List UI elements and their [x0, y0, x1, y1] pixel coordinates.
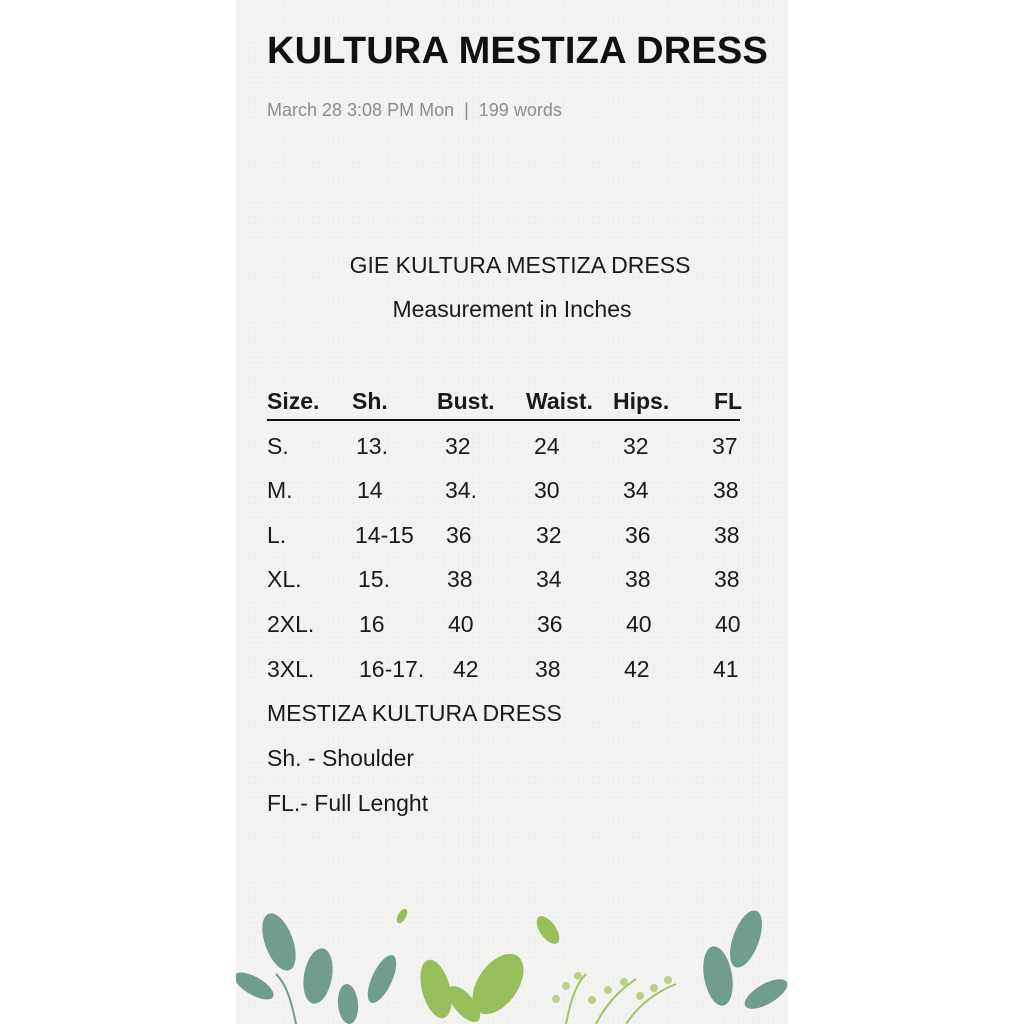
cell-size: 3XL.	[267, 655, 315, 682]
cell-bust: 36	[446, 521, 472, 548]
cell-hips: 36	[625, 521, 651, 548]
cell-shoulder: 15.	[358, 566, 390, 593]
cell-size: S.	[267, 432, 289, 459]
cell-full-length: 38	[714, 566, 740, 593]
cell-hips: 34	[623, 477, 649, 504]
cell-hips: 32	[623, 432, 649, 459]
product-heading: GIE KULTURA MESTIZA DRESS	[349, 252, 691, 278]
cell-shoulder: 16	[359, 610, 385, 637]
cell-size: 2XL.	[267, 610, 315, 637]
cell-shoulder: 14	[357, 477, 383, 504]
cell-waist: 30	[534, 477, 560, 504]
header-hips: Hips.	[613, 388, 670, 414]
cell-waist: 24	[534, 432, 560, 459]
cell-shoulder: 13.	[356, 432, 388, 459]
cell-size: L.	[267, 521, 287, 548]
cell-size: M.	[267, 477, 293, 504]
header-full-length: FL	[714, 388, 743, 414]
cell-size: XL.	[267, 566, 302, 593]
cell-waist: 36	[537, 610, 563, 637]
header-bust: Bust.	[437, 388, 495, 414]
note-title[interactable]: KULTURA MESTIZA DRESS	[267, 30, 769, 72]
cell-full-length: 40	[715, 610, 741, 637]
header-shoulder: Sh.	[352, 388, 388, 414]
cell-hips: 42	[624, 655, 650, 682]
cell-full-length: 41	[713, 655, 739, 682]
cell-hips: 38	[625, 566, 651, 593]
cell-bust: 42	[453, 655, 479, 682]
cell-bust: 34.	[445, 477, 477, 504]
cell-waist: 34	[536, 566, 562, 593]
cell-bust: 32	[445, 432, 471, 459]
footer-shoulder-legend: Sh. - Shoulder	[267, 745, 415, 771]
cell-full-length: 38	[714, 521, 740, 548]
note-page	[236, 0, 788, 1024]
cell-waist: 38	[535, 655, 561, 682]
cell-shoulder: 16-17.	[359, 655, 425, 682]
measurement-subheading: Measurement in Inches	[392, 296, 632, 322]
header-size: Size.	[267, 388, 320, 414]
header-underline	[267, 419, 740, 421]
watercolor-leaves-decoration	[236, 904, 788, 1024]
cell-bust: 40	[448, 610, 474, 637]
cell-bust: 38	[447, 566, 473, 593]
header-waist: Waist.	[526, 388, 593, 414]
cell-full-length: 38	[713, 477, 739, 504]
meta-separator: |	[464, 100, 469, 120]
note-meta	[267, 100, 562, 121]
cell-hips: 40	[626, 610, 652, 637]
cell-shoulder: 14-15	[355, 521, 414, 548]
cell-full-length: 37	[712, 432, 738, 459]
footer-product-name: MESTIZA KULTURA DRESS	[267, 700, 562, 726]
footer-length-legend: FL.- Full Lenght	[267, 790, 429, 816]
word-count: 199 words	[478, 100, 562, 120]
cell-waist: 32	[536, 521, 562, 548]
note-date: March 28 3:08 PM Mon	[267, 100, 455, 120]
